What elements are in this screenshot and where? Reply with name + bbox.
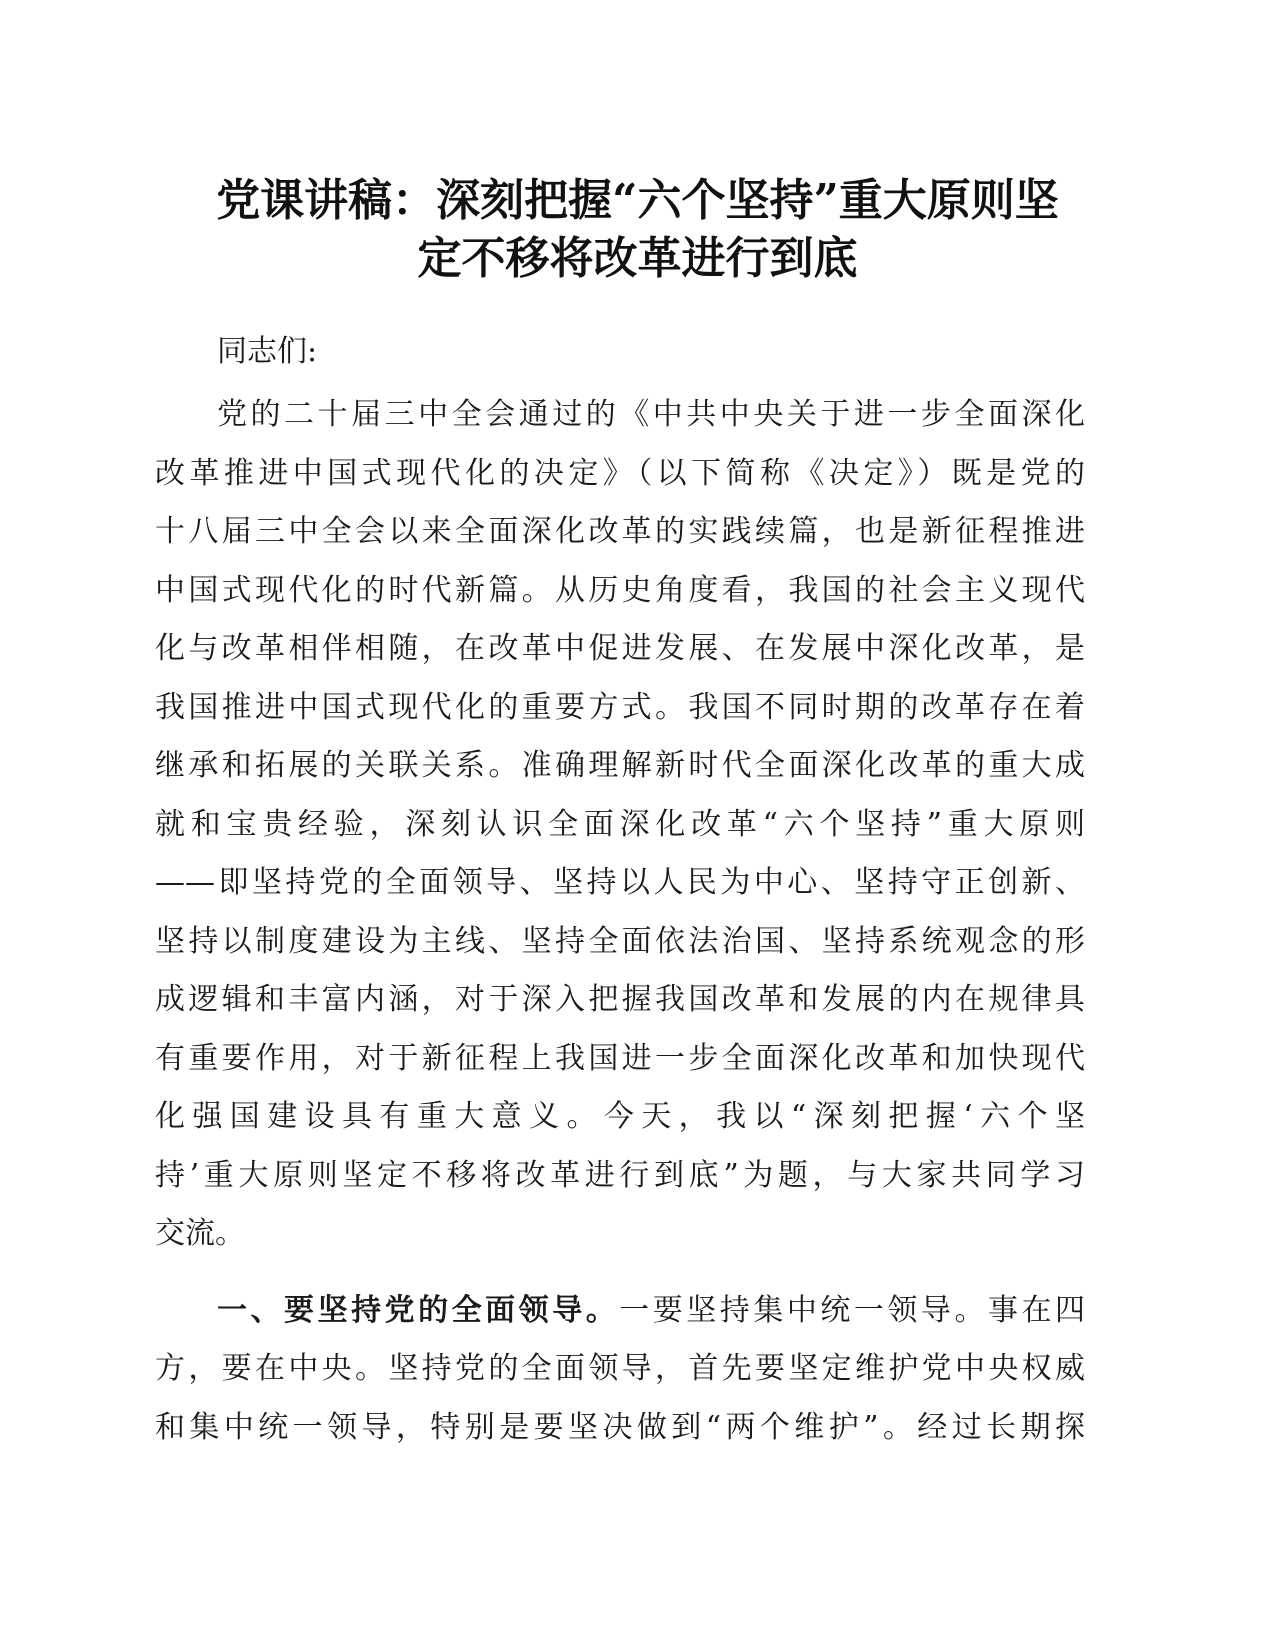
- paragraph-line: 和集中统一领导，特别是要坚决做到“两个维护”。经过长期探: [155, 1409, 1085, 1445]
- paragraph-line: 十八届三中全会以来全面深化改革的实践续篇，也是新征程推进: [155, 514, 1085, 549]
- document-title: [140, 172, 1135, 288]
- paragraph-line: 我国推进中国式现代化的重要方式。我国不同时期的改革存在着: [155, 689, 1085, 725]
- paragraph-line: 继承和拓展的关联关系。准确理解新时代全面深化改革的重大成: [155, 748, 1085, 783]
- paragraph-line: 有重要作用，对于新征程上我国进一步全面深化改革和加快现代: [155, 1040, 1085, 1076]
- paragraph-line: 化强国建设具有重大意义。今天，我以“深刻把握‘六个坚: [155, 1099, 1085, 1134]
- paragraph-line: 就和宝贵经验，深刻认识全面深化改革“六个坚持”重大原则: [155, 806, 1085, 842]
- paragraph-line: 党的二十届三中全会通过的《中共中央关于进一步全面深化: [217, 397, 1085, 432]
- title-line: 定不移将改革进行到底: [417, 233, 858, 284]
- paragraph-line: 中国式现代化的时代新篇。从历史角度看，我国的社会主义现代: [155, 572, 1085, 608]
- paragraph-line: 方，要在中央。坚持党的全面领导，首先要坚定维护党中央权威: [155, 1351, 1085, 1386]
- section-spacer: [155, 1264, 1085, 1282]
- paragraph-line: 改革推进中国式现代化的决定》（以下简称《决定》）既是党的: [155, 455, 1085, 491]
- paragraph-line: 成逻辑和丰富内涵，对于深入把握我国改革和发展的内在规律具: [155, 982, 1085, 1017]
- paragraph-line: 坚持以制度建设为主线、坚持全面依法治国、坚持系统观念的形: [155, 923, 1085, 959]
- section-one: [155, 1282, 1085, 1458]
- section-first-line-text: 一要坚持集中统一领导。事在四: [619, 1292, 1086, 1328]
- section-heading: 一、要坚持党的全面领导。: [217, 1292, 620, 1328]
- section-first-line: [155, 1282, 1085, 1341]
- paragraph-line: 持’重大原则坚定不移将改革进行到底”为题，与大家共同学习: [155, 1157, 1085, 1193]
- paragraph-line: ——即坚持党的全面领导、坚持以人民为中心、坚持守正创新、: [155, 865, 1085, 900]
- paragraph-intro: [155, 386, 1085, 1264]
- paragraph-line: 化与改革相伴相随，在改革中促进发展、在发展中深化改革，是: [155, 631, 1085, 666]
- title-line: 党课讲稿：深刻把握“六个坚持”重大原则坚: [216, 175, 1059, 226]
- document-body: [155, 318, 1085, 1457]
- salutation: 同志们:: [217, 334, 318, 369]
- paragraph-line: 交流。: [155, 1216, 245, 1251]
